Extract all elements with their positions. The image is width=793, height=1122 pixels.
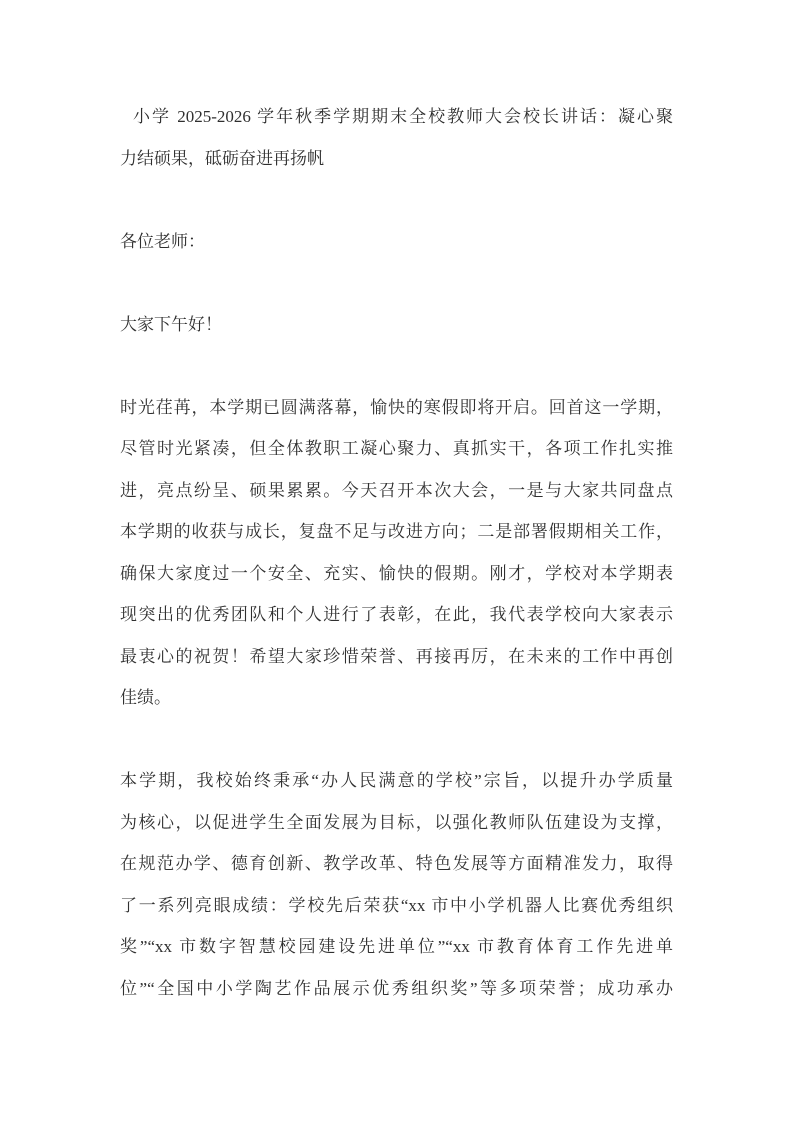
text-line: 最衷心的祝贺！希望大家珍惜荣誉、再接再厉，在未来的工作中再创 <box>120 646 673 666</box>
paragraph-title <box>120 96 673 179</box>
document-content <box>120 96 673 1009</box>
text-line: 在规范办学、德育创新、教学改革、特色发展等方面精准发力，取得 <box>120 854 673 873</box>
text-line: 本学期，我校始终秉承“办人民满意的学校”宗旨，以提升办学质量 <box>120 771 673 790</box>
text-line: 现突出的优秀团队和个人进行了表彰，在此，我代表学校向大家表示 <box>120 605 673 624</box>
text-line: 本学期的收获与成长，复盘不足与改进方向；二是部署假期相关工作， <box>120 522 673 541</box>
text-line: 尽管时光紧凑，但全体教职工凝心聚力、真抓实干，各项工作扎实推 <box>120 439 673 458</box>
text-line: 佳绩。 <box>120 688 171 707</box>
paragraph-paragraph-2 <box>120 760 673 1009</box>
text-line: 大家下午好！ <box>120 314 222 334</box>
text-line: 各位老师： <box>120 231 205 251</box>
text-line: 奖”“xx 市数字智慧校园建设先进单位”“xx 市教育体育工作先进单 <box>120 937 673 956</box>
text-line: 了一系列亮眼成绩：学校先后荣获“xx 市中小学机器人比赛优秀组织 <box>120 895 673 915</box>
text-line: 力结硕果，砥砺奋进再扬帆 <box>120 148 324 168</box>
paragraph-salutation <box>120 221 673 263</box>
text-line: 位”“全国中小学陶艺作品展示优秀组织奖”等多项荣誉；成功承办 <box>120 978 673 998</box>
text-line: 进，亮点纷呈、硕果累累。今天召开本次大会，一是与大家共同盘点 <box>120 480 673 500</box>
paragraph-paragraph-1 <box>120 387 673 719</box>
text-line: 小学 2025-2026 学年秋季学期期末全校教师大会校长讲话：凝心聚 <box>133 107 673 126</box>
paragraph-greeting <box>120 304 673 346</box>
text-line: 为核心，以促进学生全面发展为目标，以强化教师队伍建设为支撑， <box>120 812 673 832</box>
text-line: 确保大家度过一个安全、充实、愉快的假期。刚才，学校对本学期表 <box>120 563 673 583</box>
text-line: 时光荏苒，本学期已圆满落幕，愉快的寒假即将开启。回首这一学期， <box>120 397 673 417</box>
